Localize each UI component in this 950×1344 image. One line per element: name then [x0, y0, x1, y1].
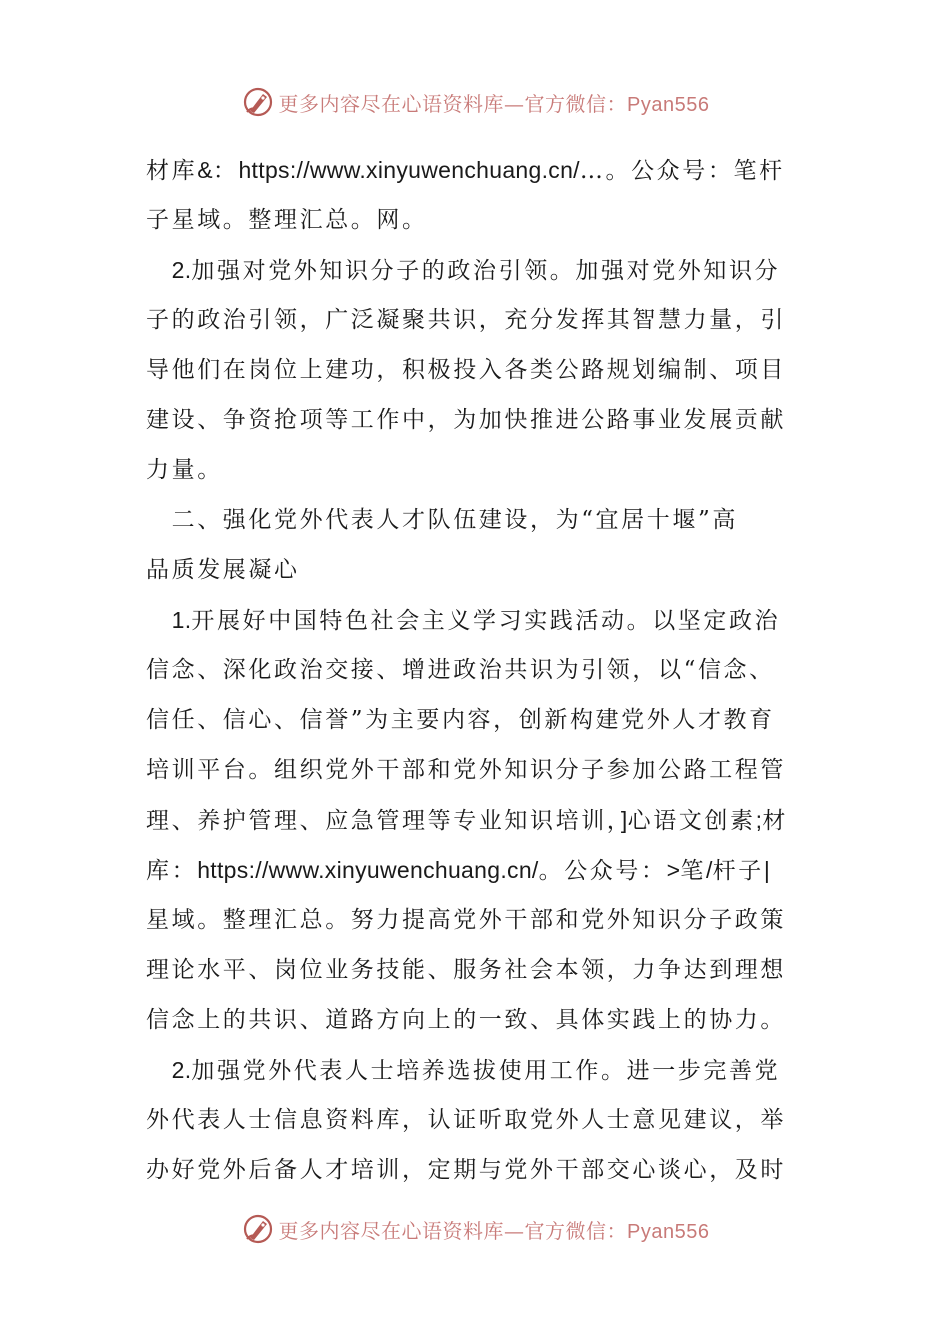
text-line: 理、养护管理、应急管理等专业知识培训，]心语文创素;材 — [146, 807, 788, 834]
watermark-wechat-id: Pyan556 — [627, 93, 710, 116]
text-line: 2.加强党外代表人士培养选拔使用工作。进一步完善党 — [171, 1057, 781, 1084]
text-line: 力量。 — [146, 457, 223, 483]
text-line: 信任、信心、信誉”为主要内容，创新构建党外人才教育 — [146, 707, 775, 733]
text-line: 外代表人士信息资料库，认证听取党外人士意见建议，举 — [146, 1107, 786, 1133]
watermark-text — [279, 1215, 710, 1244]
text-line: 信念、深化政治交接、增进政治共识为引领，以“信念、 — [146, 657, 775, 683]
document-body — [146, 145, 806, 1195]
watermark-wechat-id: Pyan556 — [627, 1220, 710, 1243]
text-line: 星域。整理汇总。努力提高党外干部和党外知识分子政策 — [146, 907, 786, 933]
text-line: 信念上的共识、道路方向上的一致、具体实践上的协力。 — [146, 1007, 786, 1033]
text-line: 1.开展好中国特色社会主义学习实践活动。以坚定政治 — [171, 607, 781, 634]
text-line: 子的政治引领，广泛凝聚共识，充分发挥其智慧力量，引 — [146, 307, 786, 333]
watermark-brand: 更多内容尽在心语资料库—官方微信： — [278, 91, 628, 116]
text-line: 建设、争资抢项等工作中，为加快推进公路事业发展贡献 — [146, 407, 786, 433]
text-line: 库：https://www.xinyuwenchuang.cn/。公众号：>笔/杆子| — [146, 857, 771, 884]
text-line: 办好党外后备人才培训，定期与党外干部交心谈心，及时 — [146, 1157, 786, 1183]
text-line: 材库&：https://www.xinyuwenchuang.cn/…。公众号：笔杆 — [146, 157, 785, 184]
footer-watermark — [0, 1209, 950, 1249]
text-line: 子星域。整理汇总。网。 — [146, 207, 428, 233]
section-heading: 二、强化党外代表人才队伍建设，为“宜居十堰”高 — [146, 507, 738, 533]
text-line: 理论水平、岗位业务技能、服务社会本领，力争达到理想 — [146, 957, 786, 983]
section-heading: 品质发展凝心 — [146, 557, 300, 583]
pen-nib-logo-icon — [241, 1212, 275, 1246]
text-line: 培训平台。组织党外干部和党外知识分子参加公路工程管 — [146, 757, 786, 783]
text-line: 2.加强对党外知识分子的政治引领。加强对党外知识分 — [171, 257, 781, 284]
pen-nib-logo-icon — [241, 85, 275, 119]
text-line: 导他们在岗位上建功，积极投入各类公路规划编制、项目 — [146, 357, 786, 383]
watermark-brand: 更多内容尽在心语资料库—官方微信： — [278, 1218, 628, 1243]
watermark-text — [279, 88, 710, 117]
header-watermark — [0, 82, 950, 122]
